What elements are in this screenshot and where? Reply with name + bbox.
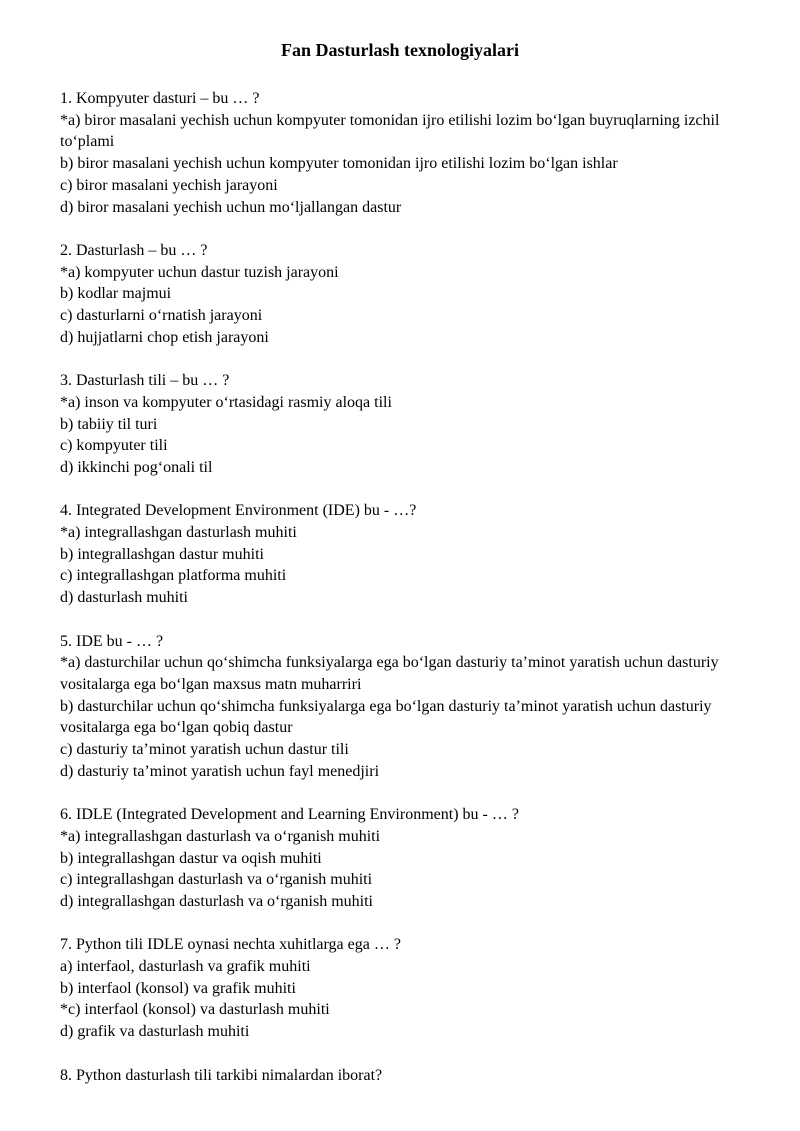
answer-option: b) interfaol (konsol) va grafik muhiti bbox=[60, 979, 296, 997]
answer-option: d) ikkinchi pog‘onali til bbox=[60, 458, 213, 476]
question-text: 5. IDE bu - … ? bbox=[60, 632, 164, 650]
question-text: 4. Integrated Development Environment (IDE) bu - …? bbox=[60, 502, 417, 520]
question-7 bbox=[60, 934, 750, 1043]
question-text: 7. Python tili IDLE oynasi nechta xuhitlarga ega … ? bbox=[60, 936, 401, 954]
answer-option: *a) dasturchilar uchun qo‘shimcha funksiyalarga ega bo‘lgan dasturiy ta’minot yaratish uchun dasturiy vositalarga ega bo‘lgan maxsus matn muharriri bbox=[60, 654, 719, 693]
answer-option: c) biror masalani yechish jarayoni bbox=[60, 176, 278, 194]
answer-option: d) grafik va dasturlash muhiti bbox=[60, 1023, 250, 1041]
question-3 bbox=[60, 370, 750, 479]
answer-option: c) integrallashgan platforma muhiti bbox=[60, 567, 287, 585]
answer-option: b) tabiiy til turi bbox=[60, 415, 158, 433]
question-6 bbox=[60, 804, 750, 913]
answer-option: *a) kompyuter uchun dastur tuzish jarayoni bbox=[60, 263, 339, 281]
answer-option: *c) interfaol (konsol) va dasturlash muhiti bbox=[60, 1001, 330, 1019]
answer-option: b) biror masalani yechish uchun kompyuter tomonidan ijro etilishi lozim bo‘lgan ishlar bbox=[60, 155, 618, 173]
answer-option: *a) integrallashgan dasturlash va o‘rganish muhiti bbox=[60, 827, 381, 845]
question-4 bbox=[60, 500, 750, 609]
answer-option: c) dasturlarni o‘rnatish jarayoni bbox=[60, 307, 263, 325]
answer-option: b) integrallashgan dastur va oqish muhiti bbox=[60, 849, 322, 867]
answer-option: d) dasturiy ta’minot yaratish uchun fayl menedjiri bbox=[60, 762, 380, 780]
answer-option: b) kodlar majmui bbox=[60, 285, 172, 303]
answer-option: c) kompyuter tili bbox=[60, 437, 168, 455]
answer-option: b) dasturchilar uchun qo‘shimcha funksiyalarga ega bo‘lgan dasturiy ta’minot yaratish uchun dasturiy vositalarga ega bo‘lgan qobiq dastur bbox=[60, 697, 712, 737]
answer-option: *a) integrallashgan dasturlash muhiti bbox=[60, 524, 297, 542]
answer-option: d) biror masalani yechish uchun mo‘ljallangan dastur bbox=[60, 198, 402, 216]
question-1 bbox=[60, 88, 750, 218]
answer-option: c) dasturiy ta’minot yaratish uchun dastur tili bbox=[60, 741, 349, 759]
answer-option: b) integrallashgan dastur muhiti bbox=[60, 545, 264, 563]
question-text: 8. Python dasturlash tili tarkibi nimalardan iborat? bbox=[60, 1066, 383, 1084]
answer-option: c) integrallashgan dasturlash va o‘rganish muhiti bbox=[60, 871, 373, 889]
question-8 bbox=[60, 1065, 750, 1087]
answer-option: *a) inson va kompyuter o‘rtasidagi rasmiy aloqa tili bbox=[60, 393, 392, 411]
question-2 bbox=[60, 240, 750, 349]
answer-option: a) interfaol, dasturlash va grafik muhiti bbox=[60, 958, 311, 976]
answer-option: *a) biror masalani yechish uchun kompyuter tomonidan ijro etilishi lozim bo‘lgan buyruqlarning izchil to‘plami bbox=[60, 111, 720, 151]
question-text: 3. Dasturlash tili – bu … ? bbox=[60, 372, 230, 390]
question-text: 1. Kompyuter dasturi – bu … ? bbox=[60, 90, 260, 107]
question-5 bbox=[60, 631, 750, 783]
answer-option: d) integrallashgan dasturlash va o‘rganish muhiti bbox=[60, 892, 373, 910]
question-text: 2. Dasturlash – bu … ? bbox=[60, 241, 208, 259]
answer-option: d) dasturlash muhiti bbox=[60, 589, 188, 607]
answer-option: d) hujjatlarni chop etish jarayoni bbox=[60, 328, 269, 346]
question-text: 6. IDLE (Integrated Development and Learning Environment) bu - … ? bbox=[60, 806, 519, 824]
question-list bbox=[60, 88, 750, 1108]
document-title: Fan Dasturlash texnologiyalari bbox=[280, 40, 519, 60]
